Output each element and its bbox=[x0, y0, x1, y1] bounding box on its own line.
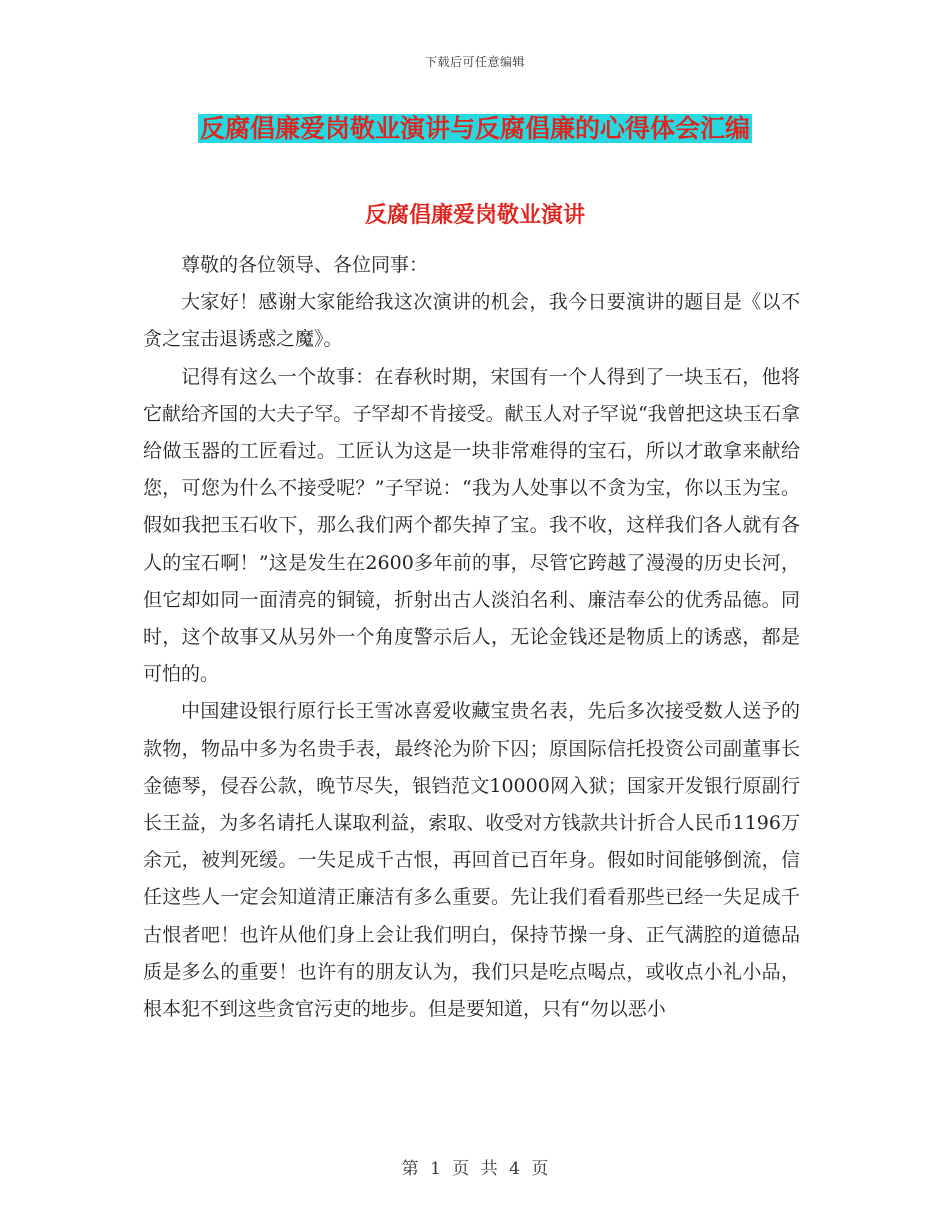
document-body bbox=[143, 247, 800, 1028]
page-header-note: 下载后可任意编辑 bbox=[424, 55, 525, 69]
paragraph-greeting: 大家好！感谢大家能给我这次演讲的机会，我今日要演讲的题目是《以不贪之宝击退诱惑之魔》。 bbox=[143, 291, 800, 351]
paragraph-examples: 中国建设银行原行长王雪冰喜爱收藏宝贵名表，先后多次接受数人送予的款物，物品中多为名贵手表，最终沦为阶下囚；原国际信托投资公司副董事长金德琴，侵吞公款，晚节尽失，银铛范文10000网入狱；国家开发银行原副行长王益，为多名请托人谋取利益，索取、收受对方钱款共计折合人民币1196万余元，被判死缓。一失足成千古恨，再回首已百年身。假如时间能够倒流，信任这些人一定会知道清正廉洁有多么重要。先让我们看看那些已经一失足成千古恨者吧！也许从他们身上会让我们明白，保持节操一身、正气满腔的道德品质是多么的重要！也许有的朋友认为，我们只是吃点喝点，或收点小礼小品，根本犯不到这些贪官污吏的地步。但是要知道，只有“勿以恶小 bbox=[143, 700, 800, 1021]
section-title: 反腐倡廉爱岗敬业演讲 bbox=[364, 202, 585, 228]
paragraph-story: 记得有这么一个故事：在春秋时期，宋国有一个人得到了一块玉石，他将它献给齐国的大夫子罕。子罕却不肯接受。献玉人对子罕说“我曾把这块玉石拿给做玉器的工匠看过。工匠认为这是一块非常难得的宝石，所以才敢拿来献给您，可您为什么不接受呢？”子罕说：“我为人处事以不贪为宝，你以玉为宝。假如我把玉石收下，那么我们两个都失掉了宝。我不收，这样我们各人就有各人的宝石啊！”这是发生在2600多年前的事，尽管它跨越了漫漫的历史长河，但它却如同一面清亮的铜镜，折射出古人淡泊名利、廉洁奉公的优秀品德。同时，这个故事又从另外一个角度警示后人，无论金钱还是物质上的诱惑，都是可怕的。 bbox=[143, 365, 800, 686]
document-title-text: 反腐倡廉爱岗敬业演讲与反腐倡廉的心得体会汇编 bbox=[199, 114, 750, 143]
paragraph-salutation: 尊敬的各位领导、各位同事： bbox=[181, 254, 429, 276]
page-footer-number: 第 1 页 共 4 页 bbox=[401, 1159, 549, 1179]
document-title bbox=[0, 110, 950, 148]
